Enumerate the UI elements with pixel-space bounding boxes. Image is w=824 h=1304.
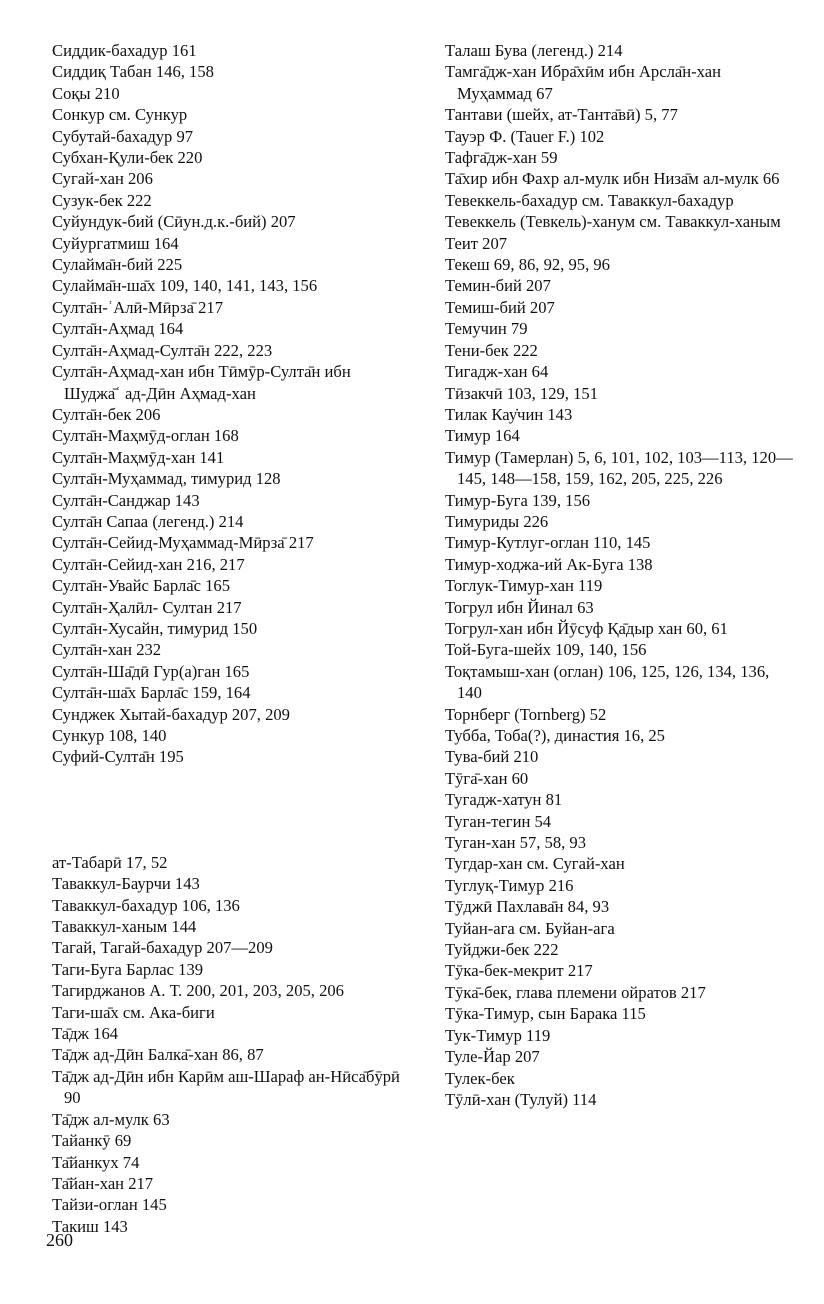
index-entry: Темиш-бий 207 — [445, 297, 555, 317]
index-entry: ат-Табарӣ 17, 52 — [52, 852, 168, 872]
index-entry: Султа̄н-хан 232 — [52, 640, 162, 660]
index-entry: Тимуриды 226 — [445, 511, 549, 531]
index-entry: Тигадж-хан 64 — [445, 362, 549, 382]
index-entry: Туле-Йар 207 — [445, 1047, 540, 1067]
index-entry: Сиддик-бахадур 161 — [52, 41, 197, 60]
index-entry: Той-Буга-шейх 109, 140, 156 — [445, 640, 647, 660]
index-entry: Тӣзакчӣ 103, 129, 151 — [445, 383, 598, 403]
right-column — [445, 40, 795, 1110]
index-entry: Султа̄н-ʿАлӣ-Мӣрза̄ 217 — [52, 297, 224, 317]
index-entry: Тимур-Буга 139, 156 — [445, 490, 591, 510]
index-entry: Тимур 164 — [445, 426, 520, 446]
index-entry: Торнберг (Tornberg) 52 — [445, 704, 607, 724]
index-entry: Тугдар-хан см. Сугай-хан — [445, 854, 625, 874]
index-entry: Туглуқ-Тимур 216 — [445, 875, 574, 895]
index-entry: Тимур-ходжа-ий Ак-Буга 138 — [445, 554, 653, 574]
index-entry: Тафга̄дж-хан 59 — [445, 148, 558, 168]
index-entry: Сунджек Хытай-бахадур 207, 209 — [52, 704, 290, 724]
index-entry: Темучин 79 — [445, 319, 528, 339]
index-entry: Тоглук-Тимур-хан 119 — [445, 576, 603, 596]
index-entry: Султа̄н-Сейид-хан 216, 217 — [52, 554, 245, 574]
index-entry: Тӯка-Тимур, сын Барака 115 — [445, 1004, 646, 1024]
index-entry: Тӯка̄-бек, глава племени ойратов 217 — [445, 982, 706, 1002]
index-entry: Та̄дж ад-Дӣн Балка̄-хан 86, 87 — [52, 1045, 264, 1065]
index-entry: Тува-бий 210 — [445, 747, 539, 767]
index-entry: Сиддиқ Табан 146, 158 — [52, 62, 214, 82]
index-entry: Тагай, Тагай-бахадур 207—209 — [52, 938, 273, 958]
index-entry: Султа̄н-ша̄х Барла̄с 159, 164 — [52, 683, 251, 703]
index-entry: Тагирджанов А. Т. 200, 201, 203, 205, 206 — [52, 981, 344, 1001]
index-entry: Талаш Бува (легенд.) 214 — [445, 41, 623, 60]
section-gap — [52, 768, 408, 852]
index-entry: Тӯлӣ-хан (Тулуй) 114 — [445, 1089, 597, 1109]
index-entry: Тоқтамыш-хан (оглан) 106, 125, 126, 134, 136, 140 — [445, 661, 770, 703]
index-entry: Султа̄н-Хусайн, тимурид 150 — [52, 618, 258, 638]
index-entry: Тауэр Ф. (Tauer F.) 102 — [445, 126, 605, 146]
index-entry: Тӯга̄-хан 60 — [445, 768, 529, 788]
index-entry: Султа̄н-Аҳмад 164 — [52, 319, 184, 339]
index-entry: Сугай-хан 206 — [52, 169, 153, 189]
index-entry: Султа̄н Сапаа (легенд.) 214 — [52, 511, 244, 531]
index-entry: Тук-Тимур 119 — [445, 1025, 551, 1045]
left-column — [52, 40, 408, 1237]
index-entry: Туйан-ага см. Буйан-ага — [445, 918, 615, 938]
index-entry: Таги-ша̄х см. Ака-биги — [52, 1002, 215, 1022]
index-entry: Тӯка-бек-мекрит 217 — [445, 961, 593, 981]
index-entry: Султа̄н-Аҳмад-Султа̄н 222, 223 — [52, 340, 273, 360]
index-entry: Субхан-Қули-бек 220 — [52, 148, 203, 168]
index-entry: Темин-бий 207 — [445, 276, 551, 296]
index-entry: Таваккул-ханым 144 — [52, 917, 197, 937]
index-entry: Султа̄н-Маҳмӯд-хан 141 — [52, 447, 225, 467]
index-entry: Султа̄н-Муҳаммад, тимурид 128 — [52, 469, 281, 489]
index-entry: Тайзи-оглан 145 — [52, 1195, 167, 1215]
index-entry: Султа̄н-Увайс Барла̄с 165 — [52, 576, 231, 596]
index-entry: Соқы 210 — [52, 83, 120, 103]
index-entry: Тубба, Тоба(?), династия 16, 25 — [445, 726, 665, 745]
index-entry: Тимур (Тамерлан) 5, 6, 101, 102, 103—113, 120—145, 148—158, 159, 162, 205, 225, 226 — [445, 447, 793, 489]
index-entry: Та̄йан-хан 217 — [52, 1173, 154, 1193]
index-entry: Теит 207 — [445, 233, 508, 253]
index-entry: Туйджи-бек 222 — [445, 940, 559, 960]
index-entry: Сузук-бек 222 — [52, 190, 152, 210]
index-entry: Туган-тегин 54 — [445, 811, 552, 831]
index-entry: Та̄дж ад-Дӣн ибн Карӣм аш-Шараф ан-Нӣса̄бӯрӣ 90 — [52, 1066, 400, 1108]
index-entry: Султа̄н-Ша̄дӣ Гур(а)ган 165 — [52, 661, 250, 681]
index-entry: Субутай-бахадур 97 — [52, 126, 194, 146]
index-entry: Та̄йанкух 74 — [52, 1152, 140, 1172]
index-entry: Сункур 108, 140 — [52, 726, 167, 745]
index-entry: Тимур-Кутлуг-оглан 110, 145 — [445, 533, 651, 553]
index-entry: Такиш 143 — [52, 1216, 128, 1236]
index-entry: Та̄дж ал-мулк 63 — [52, 1109, 170, 1129]
index-entry: Сулайма̄н-бий 225 — [52, 255, 183, 275]
index-entry: Тевеккель-бахадур см. Таваккул-бахадур — [445, 190, 734, 210]
index-entry: Тантави (шейх, ат-Танта̄вӣ) 5, 77 — [445, 105, 678, 125]
index-entry: Тени-бек 222 — [445, 340, 538, 360]
index-entry: Таваккул-бахадур 106, 136 — [52, 895, 240, 915]
index-entry: Тогрул ибн Йинал 63 — [445, 597, 594, 617]
index-entry: Сонкур см. Сункур — [52, 105, 188, 125]
index-entry: Туган-хан 57, 58, 93 — [445, 833, 587, 853]
index-entry: Султа̄н-Ҳалӣл- Султан 217 — [52, 597, 242, 617]
index-entry: Суфий-Султа̄н 195 — [52, 747, 184, 767]
page-number: 260 — [46, 1230, 73, 1250]
index-entry: Тугадж-хатун 81 — [445, 790, 563, 810]
index-entry: Тӯджӣ Пахлава̄н 84, 93 — [445, 897, 610, 917]
index-entry: Таваккул-Баурчи 143 — [52, 874, 200, 894]
index-entry: Текеш 69, 86, 92, 95, 96 — [445, 255, 610, 275]
index-entry: Таги-Буга Барлас 139 — [52, 959, 204, 979]
index-entry: Суйургатмиш 164 — [52, 233, 179, 253]
index-entry: Тулек-бек — [445, 1068, 515, 1088]
index-entry: Тамга̄дж-хан Ибра̄хӣм ибн Арсла̄н-хан Муҳаммад 67 — [445, 62, 721, 103]
index-entry: Тогрул-хан ибн Йӯсуф Қа̄дыр хан 60, 61 — [445, 618, 728, 638]
index-entry: Султа̄н-бек 206 — [52, 404, 161, 424]
index-entry: Султа̄н-Аҳмад-хан ибн Тӣмӯр-Султа̄н ибн Шуджа̄ʿ ад-Дӣн Аҳмад-хан — [52, 362, 351, 403]
index-entry: Султа̄н-Маҳмӯд-оглан 168 — [52, 426, 239, 446]
index-entry: Суйундук-бий (Сӣун.д.к.-бий) 207 — [52, 212, 296, 232]
index-entry: Султа̄н-Сейид-Муҳаммад-Мӣрза̄ 217 — [52, 533, 314, 553]
index-entry: Та̄дж 164 — [52, 1024, 119, 1044]
index-entry: Та̄хир ибн Фахр ал-мулк ибн Низа̄м ал-мулк 66 — [445, 169, 780, 189]
index-entry: Султа̄н-Санджар 143 — [52, 490, 200, 510]
index-entry: Тайанкӯ 69 — [52, 1131, 132, 1151]
index-entry: Тилак Кау̇чин 143 — [445, 404, 573, 424]
index-entry: Сулайма̄н-ша̄х 109, 140, 141, 143, 156 — [52, 276, 318, 296]
index-entry: Тевеккель (Тевкель)-ханум см. Таваккул-ханым — [445, 212, 781, 232]
